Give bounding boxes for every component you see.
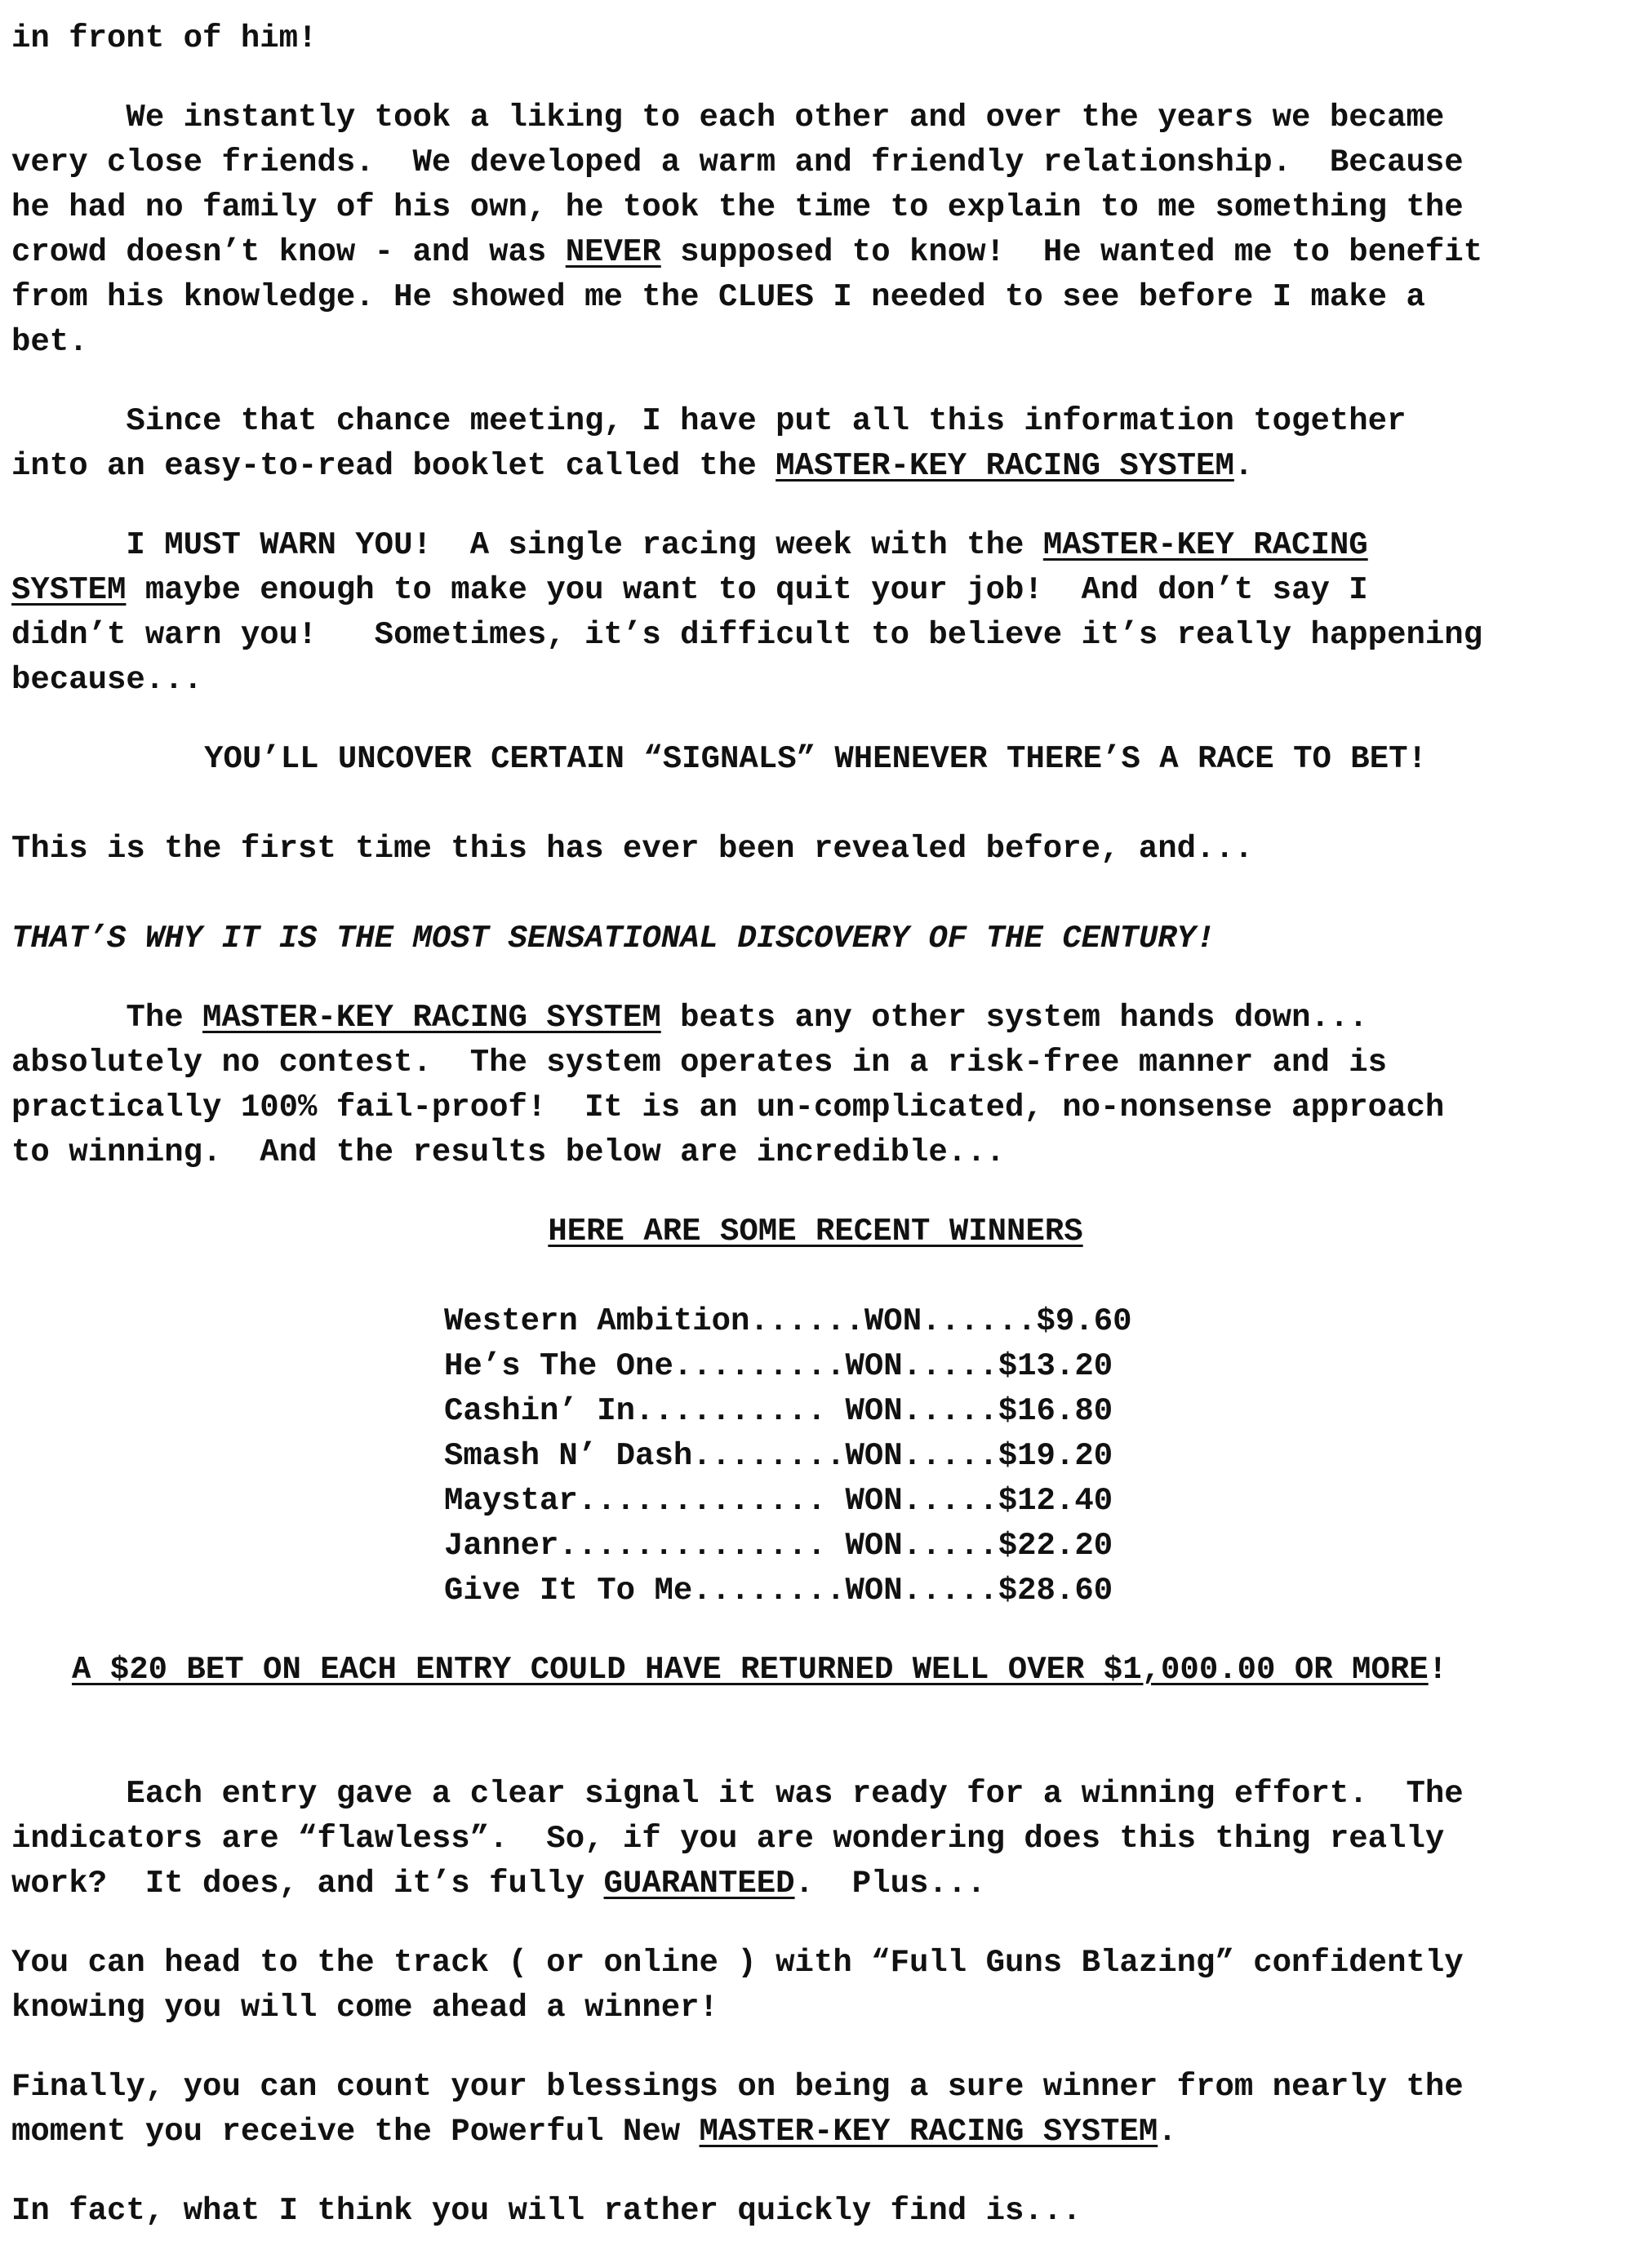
text-fragment: supposed to know! He wanted me to benefit [660, 234, 1483, 270]
text-line: This is the first time this has ever been revealed before, and... [11, 831, 1254, 867]
text-line: indicators are “flawless”. So, if you are wondering does this thing really [11, 1821, 1445, 1857]
system-name-underlined: MASTER-KEY RACING SYSTEM [699, 2114, 1158, 2150]
system-name-underlined: MASTER-KEY RACING SYSTEM [202, 1000, 661, 1036]
winners-list [11, 1299, 1620, 1613]
text-line: Finally, you can count your blessings on being a sure winner from nearly the [11, 2069, 1464, 2105]
text-line: he had no family of his own, he took the time to explain to me something the [11, 189, 1464, 225]
text-fragment: . [1158, 2114, 1177, 2150]
text-fragment: work? It does, and it’s fully [11, 1866, 604, 1902]
paragraph-first-time [11, 827, 1620, 872]
winner-row: He’s The One.........WON.....$13.20 [444, 1348, 1113, 1384]
text-fragment: . Plus... [794, 1866, 986, 1902]
text-fragment: crowd doesn’t know - and was [11, 234, 566, 270]
text-fragment: into an easy-to-read booklet called the [11, 448, 776, 484]
winners-heading [11, 1209, 1620, 1254]
text-fragment: beats any other system hands down... [660, 1000, 1368, 1036]
document-page [11, 16, 1620, 2268]
text-line [11, 444, 1620, 489]
system-name-underlined: MASTER-KEY RACING SYSTEM [776, 448, 1234, 484]
text-line: practically 100% fail-proof! It is an un-complicated, no-nonsense approach [11, 1090, 1445, 1125]
paragraph-friendship [11, 95, 1620, 365]
winner-row: Cashin’ In.......... WON.....$16.80 [444, 1393, 1113, 1429]
text-line: because... [11, 662, 203, 698]
text-line: Each entry gave a clear signal it was ready for a winning effort. The [11, 1776, 1464, 1812]
paragraph-in-front-of-him [11, 16, 1620, 61]
sensational-headline [11, 917, 1620, 961]
text-line [11, 230, 1620, 275]
bet-return-headline [11, 1648, 1620, 1693]
text-fragment: ! [1428, 1652, 1448, 1688]
guaranteed-underlined: GUARANTEED [603, 1866, 795, 1902]
text-line: absolutely no contest. The system operates in a risk-free manner and is [11, 1045, 1388, 1081]
system-name-underlined: SYSTEM [11, 572, 127, 608]
text-fragment: . [1233, 448, 1254, 484]
text-line: Since that chance meeting, I have put all this information together [11, 403, 1407, 439]
paragraph-booklet [11, 399, 1620, 489]
winners-heading-text: HERE ARE SOME RECENT WINNERS [548, 1214, 1083, 1249]
text-fragment: maybe enough to make you want to quit your job! And don’t say I [126, 572, 1368, 608]
winner-row: Give It To Me........WON.....$28.60 [444, 1573, 1113, 1609]
never-underlined: NEVER [565, 234, 661, 270]
paragraph-in-fact [11, 2189, 1620, 2234]
text-fragment: moment you receive the Powerful New [11, 2114, 700, 2150]
text-line [11, 1862, 1620, 1906]
winner-row: Janner.............. WON.....$22.20 [444, 1528, 1113, 1564]
text-line: didn’t warn you! Sometimes, it’s difficult to believe it’s really happening [11, 617, 1483, 653]
text-line: YOU’LL UNCOVER CERTAIN “SIGNALS” WHENEVER THERE’S A RACE TO BET! [204, 741, 1427, 777]
text-fragment: The [11, 1000, 203, 1036]
text-line [11, 568, 1620, 613]
bet-return-underlined: A $20 BET ON EACH ENTRY COULD HAVE RETURNED WELL OVER $1,000.00 OR MORE [72, 1652, 1429, 1688]
paragraph-count-blessings [11, 2065, 1620, 2155]
signals-headline [11, 737, 1620, 782]
paragraph-clear-signal [11, 1772, 1620, 1906]
text-line: You can head to the track ( or online ) with “Full Guns Blazing” confidently [11, 1945, 1464, 1981]
text-line [11, 996, 1620, 1041]
text-line: to winning. And the results below are incredible... [11, 1134, 1005, 1170]
text-line: bet. [11, 324, 88, 360]
text-line: We instantly took a liking to each other and over the years we became [11, 100, 1445, 135]
text-line: THAT’S WHY IT IS THE MOST SENSATIONAL DISCOVERY OF THE CENTURY! [11, 921, 1215, 956]
text-line: In fact, what I think you will rather quickly find is... [11, 2193, 1082, 2229]
winner-row: Maystar............. WON.....$12.40 [444, 1483, 1113, 1519]
text-line: in front of him! [11, 20, 318, 56]
paragraph-head-to-track [11, 1941, 1620, 2031]
system-name-underlined: MASTER-KEY RACING [1042, 527, 1368, 563]
text-line [11, 2110, 1620, 2155]
text-fragment: I MUST WARN YOU! A single racing week with the [11, 527, 1043, 563]
text-line: knowing you will come ahead a winner! [11, 1990, 718, 2026]
paragraph-beats-any-system [11, 996, 1620, 1175]
paragraph-warning [11, 523, 1620, 703]
text-line [11, 523, 1620, 568]
text-line: from his knowledge. He showed me the CLUES I needed to see before I make a [11, 279, 1425, 315]
text-line: very close friends. We developed a warm and friendly relationship. Because [11, 144, 1464, 180]
winner-row: Smash N’ Dash........WON.....$19.20 [444, 1438, 1113, 1474]
winner-row: Western Ambition......WON......$9.60 [444, 1303, 1132, 1339]
